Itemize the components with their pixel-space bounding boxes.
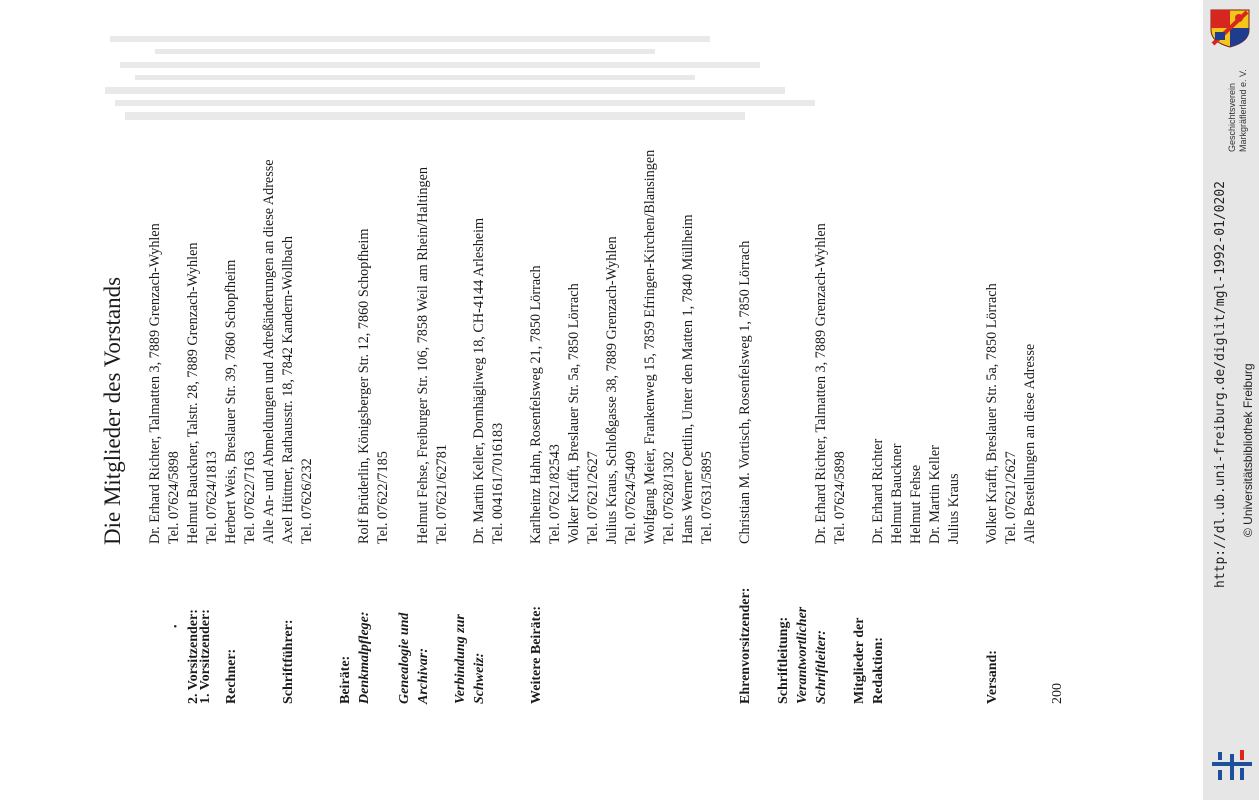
- secretary-note: Alle An- und Abmeldungen und Adreßänderungen an diese Adresse: [261, 159, 277, 544]
- label-swiss: Schweiz:: [472, 652, 487, 704]
- advisor-hahn-phone: Tel. 07621/82543: [547, 444, 563, 544]
- second-chairman-phone: Tel. 07624/1813: [204, 451, 220, 544]
- label-genealogy: Genealogie und: [397, 612, 412, 704]
- advisor-kraus-address: Julius Kraus, Schloßgasse 38, 7889 Grenzach-Wyhlen: [604, 236, 620, 544]
- scan-show-through: [95, 20, 1045, 120]
- coat-of-arms-icon: [1207, 8, 1253, 48]
- label-editorial: Schriftleitung:: [776, 616, 791, 704]
- editorial-member: Dr. Martin Keller: [927, 445, 943, 544]
- second-chairman-address: Helmut Bauckner, Talstr. 28, 7889 Grenzach-Wyhlen: [185, 242, 201, 544]
- shipping-note: Alle Bestellungen an diese Adresse: [1022, 343, 1038, 544]
- label-archivist: Archivar:: [416, 648, 431, 704]
- ub-freiburg-logo-icon[interactable]: [1212, 748, 1252, 782]
- advisor-krafft-phone: Tel. 07621/2627: [585, 451, 601, 544]
- editorial-member: Helmut Bauckner: [889, 443, 905, 544]
- shipping-address: Volker Krafft, Breslauer Str. 5a, 7850 Lörrach: [984, 283, 1000, 544]
- advisor-kraus-phone: Tel. 07624/5409: [623, 451, 639, 544]
- advisor-meier-address: Wolfgang Meier, Frankenweg 15, 7859 Efringen-Kirchen/Blansingen: [642, 149, 658, 544]
- label-second-chairman: 2. Vorsitzender:: [186, 609, 201, 704]
- page-title: Die Mitglieder des Vorstands: [100, 276, 125, 545]
- source-url[interactable]: http://dl.ub.uni-freiburg.de/diglit/mgl-1992-01/0202: [1213, 181, 1228, 588]
- label-further-advisors: Weitere Beiräte:: [529, 605, 544, 704]
- advisor-krafft-address: Volker Krafft, Breslauer Str. 5a, 7850 Lörrach: [566, 283, 582, 544]
- label-honorary-chairman: Ehrenvorsitzender:: [738, 587, 753, 704]
- label-monument-care: Denkmalpflege:: [357, 611, 372, 704]
- label-swiss-liaison: Verbindung zur: [453, 614, 468, 704]
- first-chairman-phone: Tel. 07624/5898: [166, 451, 182, 544]
- advisor-oettlin-phone: Tel. 07631/5895: [699, 451, 715, 544]
- bullet-mark: •: [171, 624, 182, 628]
- advisor-oettlin-address: Hans Werner Oettlin, Unter den Matten 1, 7840 Müllheim: [680, 214, 696, 544]
- swiss-liaison-address: Dr. Martin Keller, Dornhägliweg 18, CH-4144 Arlesheim: [471, 217, 487, 544]
- label-editorial-board: Redaktion:: [871, 637, 886, 704]
- label-advisors: Beiräte:: [338, 655, 353, 704]
- label-responsible: Verantwortlicher: [795, 606, 810, 704]
- society-name-line1: Geschichtsverein: [1227, 82, 1237, 152]
- treasurer-phone: Tel. 07622/7163: [242, 451, 258, 544]
- society-name-line2: Markgräflerland e. V.: [1238, 69, 1248, 152]
- editor-phone: Tel. 07624/5898: [832, 451, 848, 544]
- monument-care-phone: Tel. 07622/7185: [375, 451, 391, 544]
- first-chairman-address: Dr. Erhard Richter, Talmatten 3, 7889 Grenzach-Wyhlen: [147, 223, 163, 544]
- advisor-hahn-address: Karlheinz Hahn, Rosenfelsweg 21, 7850 Lörrach: [528, 265, 544, 544]
- label-editorial-members: Mitglieder der: [852, 617, 867, 704]
- editor-address: Dr. Erhard Richter, Talmatten 3, 7889 Grenzach-Wyhlen: [813, 223, 829, 544]
- shipping-phone: Tel. 07621/2627: [1003, 451, 1019, 544]
- editorial-member: Julius Kraus: [946, 473, 962, 544]
- secretary-phone: Tel. 07626/232: [299, 458, 315, 544]
- genealogy-address: Helmut Fehse, Freiburger Str. 106, 7858 Weil am Rhein/Haltingen: [415, 166, 431, 544]
- genealogy-phone: Tel. 07621/62781: [434, 444, 450, 544]
- label-shipping: Versand:: [985, 650, 1000, 704]
- label-first-chairman: 1. Vorsitzender:: [198, 609, 213, 704]
- treasurer-address: Herbert Weis, Breslauer Str. 39, 7860 Schopfheim: [223, 259, 239, 544]
- honorary-chairman-address: Christian M. Vortisch, Rosenfelsweg 1, 7850 Lörrach: [737, 240, 753, 544]
- copyright-notice: © Universitätsbibliothek Freiburg: [1241, 363, 1255, 537]
- monument-care-address: Rolf Brüderlin, Königsberger Str. 12, 7860 Schopfheim: [356, 228, 372, 544]
- secretary-address: Axel Hüttner, Rathausstr. 18, 7842 Kandern-Wollbach: [280, 236, 296, 544]
- page-number: 200: [1050, 683, 1065, 704]
- label-treasurer: Rechner:: [224, 648, 239, 704]
- editorial-member: Helmut Fehse: [908, 464, 924, 544]
- editorial-member: Dr. Erhard Richter: [870, 438, 886, 544]
- label-secretary: Schriftführer:: [281, 619, 296, 704]
- swiss-liaison-phone: Tel. 004161/7016183: [490, 422, 506, 544]
- advisor-meier-phone: Tel. 07628/1302: [661, 451, 677, 544]
- label-chief-editor: Schriftleiter:: [814, 630, 829, 704]
